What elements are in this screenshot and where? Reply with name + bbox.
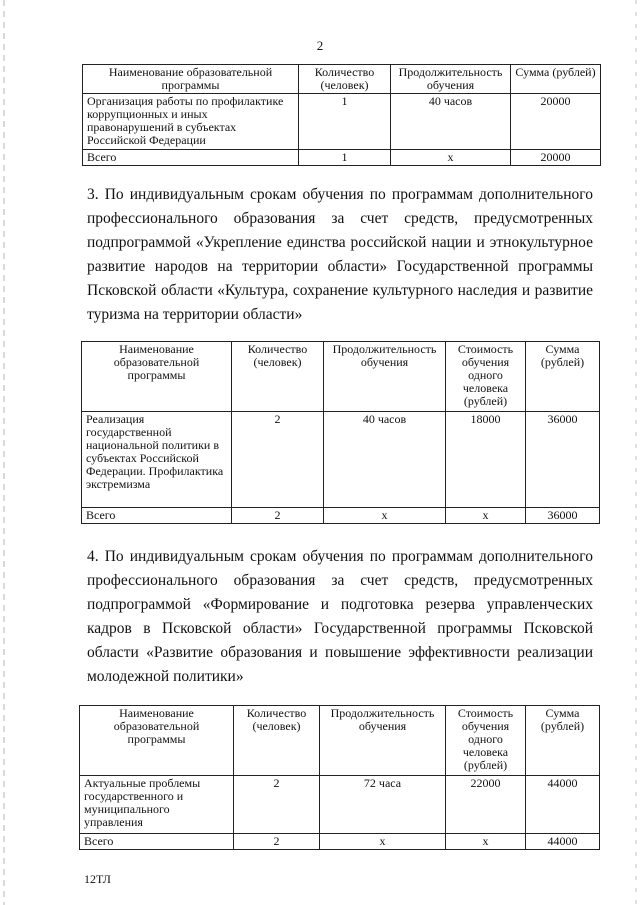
header-cell: Продолжительность обучения <box>391 65 511 94</box>
table-cell: Реализация государственной национальной политики в субъектах Российской Федерации. Профилактика экстремизма <box>82 412 232 508</box>
table-cell: 2 <box>234 776 320 834</box>
scan-edge-left <box>3 0 5 905</box>
table-cell: 22000 <box>446 776 526 834</box>
table-cell: Всего <box>83 150 299 166</box>
table-cell: 2 <box>234 834 320 850</box>
table-header-row <box>80 706 600 776</box>
table-cell: 1 <box>299 94 391 150</box>
table-cell: 2 <box>232 412 324 508</box>
table-cell: Организация работы по профилактике коррупционных и иных правонарушений в субъектах Российской Федерации <box>83 94 299 150</box>
table-cell: х <box>320 834 446 850</box>
table-cell: 2 <box>232 508 324 524</box>
header-cell: Количество (человек) <box>232 342 324 412</box>
table-cell: 44000 <box>526 776 600 834</box>
section-3-paragraph: 3. По индивидуальным срокам обучения по программам дополнительного профессионального образования за счет средств, предусмотренных подпрограммой «Укрепление единства российской нации и этнокультурное развитие народов на территории области» Государственной программы Псковской области «Культура, сохранение культурного наследия и развитие туризма на территории области» <box>87 186 593 323</box>
table-cell: х <box>391 150 511 166</box>
header-cell: Количество (человек) <box>234 706 320 776</box>
header-cell: Количество (человек) <box>299 65 391 94</box>
section-4-paragraph: 4. По индивидуальным срокам обучения по программам дополнительного профессионального образования за счет средств, предусмотренных подпрограммой «Формирование и подготовка резерва управленческих кадров в Псковской области» Государственной программы Псковской области «Развитие образования и повышение эффективности реализации молодежной политики» <box>87 548 593 685</box>
header-cell: Стоимость обучения одного человека (рублей) <box>446 706 526 776</box>
header-cell: Наименование образовательной программы <box>83 65 299 94</box>
table-cell: 72 часа <box>320 776 446 834</box>
scan-edge-right <box>635 0 637 905</box>
table-cell: Всего <box>82 508 232 524</box>
header-cell: Сумма (рублей) <box>526 342 600 412</box>
table-cell: 36000 <box>526 508 600 524</box>
table-row <box>80 776 600 834</box>
table-cell: 20000 <box>511 150 601 166</box>
table-row <box>83 94 601 150</box>
table-3 <box>79 705 600 850</box>
table-cell: 44000 <box>526 834 600 850</box>
table-cell: Всего <box>80 834 234 850</box>
header-cell: Сумма (рублей) <box>511 65 601 94</box>
table-cell: 40 часов <box>391 94 511 150</box>
table-cell: х <box>446 834 526 850</box>
table-cell: 40 часов <box>324 412 446 508</box>
table-row <box>82 412 600 508</box>
table-cell: 1 <box>299 150 391 166</box>
table-header-row <box>82 342 600 412</box>
table-cell: х <box>324 508 446 524</box>
table-total-row <box>80 834 600 850</box>
header-cell: Сумма (рублей) <box>526 706 600 776</box>
table-cell: 36000 <box>526 412 600 508</box>
page-number: 2 <box>316 38 324 53</box>
table-cell: 18000 <box>446 412 526 508</box>
table-1 <box>82 64 601 166</box>
header-cell: Стоимость обучения одного человека (рублей) <box>446 342 526 412</box>
table-cell: х <box>446 508 526 524</box>
table-total-row <box>82 508 600 524</box>
header-cell: Наименование образовательной программы <box>80 706 234 776</box>
table-cell: Актуальные проблемы государственного и муниципального управления <box>80 776 234 834</box>
table-header-row <box>83 65 601 94</box>
table-2 <box>81 341 600 524</box>
document-code: 12ТЛ <box>84 872 111 886</box>
header-cell: Продолжительность обучения <box>320 706 446 776</box>
table-total-row <box>83 150 601 166</box>
header-cell: Наименование образовательной программы <box>82 342 232 412</box>
header-cell: Продолжительность обучения <box>324 342 446 412</box>
table-cell: 20000 <box>511 94 601 150</box>
